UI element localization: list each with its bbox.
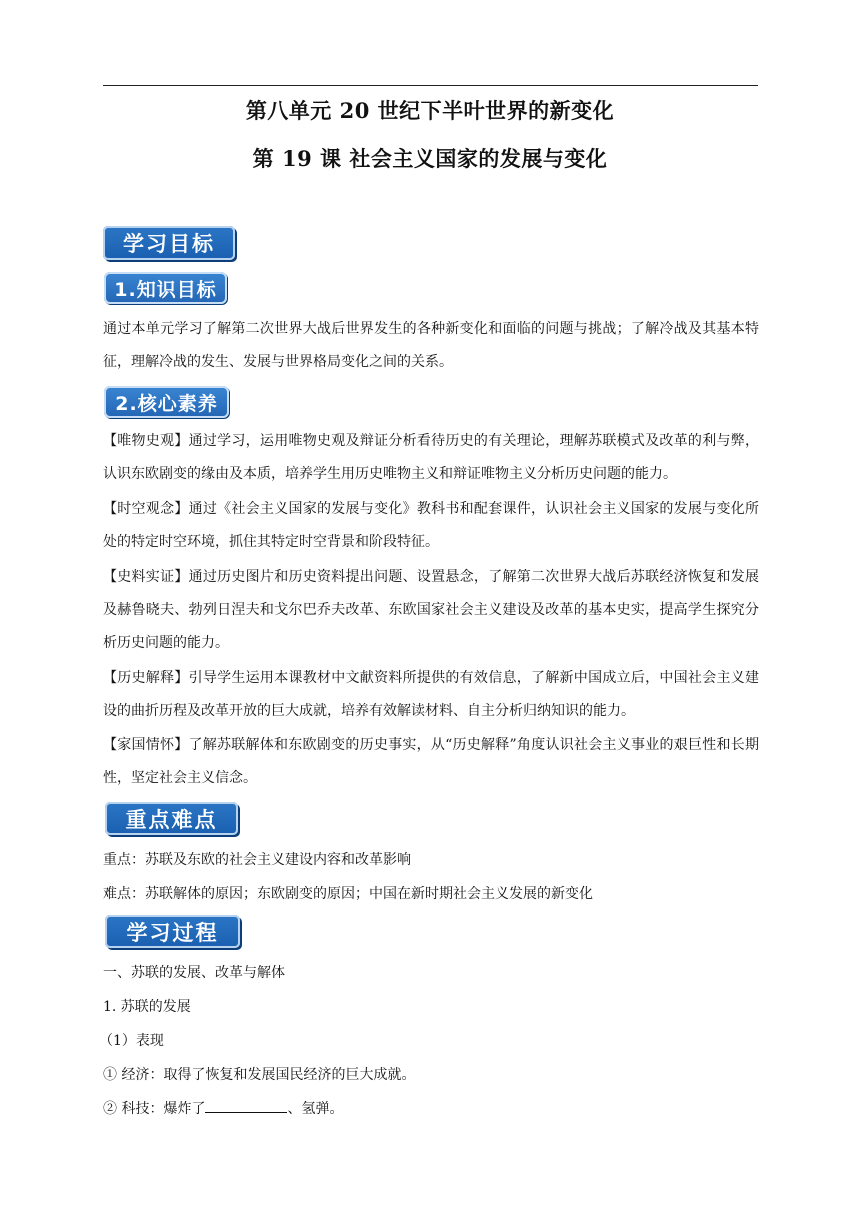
core-literacy-badge: 2.核心素养 — [104, 386, 229, 418]
learning-process-badge: 学习过程 — [105, 915, 240, 948]
key-point-text: 重点：苏联及东欧的社会主义建设内容和改革影响 — [103, 852, 411, 868]
knowledge-objectives-text: 通过本单元学习了解第二次世界大战后世界发生的各种新变化和面临的问题与挑战；了解冷战及其基本特征，理解冷战的发生、发展与世界格局变化之间的关系。 — [103, 321, 759, 370]
literacy-time-space: 【时空观念】通过《社会主义国家的发展与变化》教科书和配套课件，认识社会主义国家的发展与变化所处的特定时空环境，抓住其特定时空背景和阶段特征。 — [103, 501, 759, 550]
unit-title: 第八单元 20 世纪下半叶世界的新变化 — [245, 98, 615, 123]
literacy-materialism: 【唯物史观】通过学习，运用唯物史观及辩证分析看待历史的有关理论，理解苏联模式及改革的利与弊，认识东欧剧变的缘由及本质，培养学生用历史唯物主义和辩证唯物主义分析历史问题的能力。 — [103, 433, 759, 482]
fill-in-blank[interactable] — [205, 1098, 287, 1113]
literacy-evidence: 【史料实证】通过历史图片和历史资料提出问题、设置悬念，了解第二次世界大战后苏联经济恢复和发展及赫鲁晓夫、勃列日涅夫和戈尔巴乔夫改革、东欧国家社会主义建设及改革的基本史实，提高学生探究分析历史问题的能力。 — [103, 569, 759, 651]
item-economy: ① 经济：取得了恢复和发展国民经济的巨大成就。 — [103, 1067, 416, 1083]
lesson-title: 第 19 课 社会主义国家的发展与变化 — [252, 146, 608, 171]
difficult-point-text: 难点：苏联解体的原因；东欧剧变的原因；中国在新时期社会主义发展的新变化 — [103, 886, 593, 902]
learning-objectives-badge: 学习目标 — [103, 226, 235, 260]
item-technology-suffix: 、氢弹。 — [287, 1101, 344, 1117]
section-heading: 一、苏联的发展、改革与解体 — [103, 965, 285, 981]
literacy-patriotism: 【家国情怀】了解苏联解体和东欧剧变的历史事实，从“历史解释”角度认识社会主义事业的艰巨性和长期性，坚定社会主义信念。 — [103, 737, 759, 786]
subsection-heading: 1. 苏联的发展 — [103, 999, 191, 1015]
knowledge-objectives-badge: 1.知识目标 — [104, 272, 227, 304]
sub-subsection-heading: （1）表现 — [99, 1033, 164, 1049]
item-technology-prefix: ② 科技：爆炸了 — [103, 1101, 206, 1117]
key-points-badge: 重点难点 — [105, 802, 238, 835]
header-rule — [103, 85, 758, 86]
literacy-interpretation: 【历史解释】引导学生运用本课教材中文献资料所提供的有效信息，了解新中国成立后，中国社会主义建设的曲折历程及改革开放的巨大成就，培养有效解读材料、自主分析归纳知识的能力。 — [103, 670, 759, 719]
item-technology — [103, 1098, 343, 1118]
